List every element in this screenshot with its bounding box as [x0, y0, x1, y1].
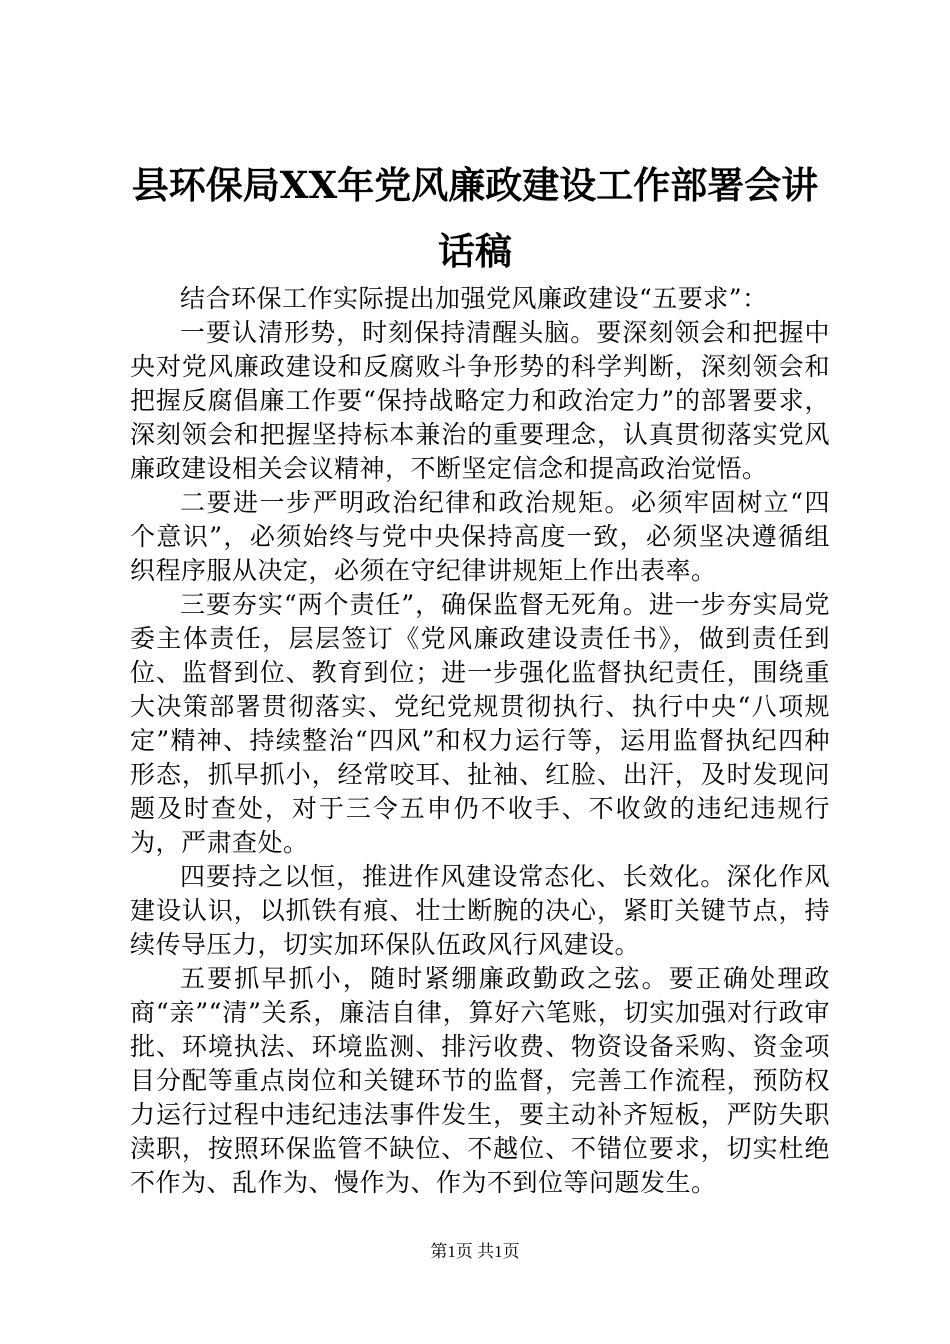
- paragraph-point-5: 五要抓早抓小，随时紧绷廉政勤政之弦。要正确处理政商“亲”“清”关系，廉洁自律，算好六笔账，切实加强对行政审批、环境执法、环境监测、排污收费、物资设备采购、资金项目分配等重点岗位和关键环节的监督，完善工作流程，预防权力运行过程中违纪违法事件发生，要主动补齐短板，严防失职渎职，按照环保监管不缺位、不越位、不错位要求，切实杜绝不作为、乱作为、慢作为、作为不到位等问题发生。: [130, 964, 830, 1197]
- document-title: 县环保局XX年党风廉政建设工作部署会讲话稿: [131, 163, 819, 273]
- document-body: [130, 282, 830, 1200]
- paragraph-point-2: 二要进一步严明政治纪律和政治规矩。必须牢固树立“四个意识”，必须始终与党中央保持高度一致，必须坚决遵循组织程序服从决定，必须在守纪律讲规矩上作出表率。: [130, 488, 830, 585]
- paragraph-point-4: 四要持之以恒，推进作风建设常态化、长效化。深化作风建设认识，以抓铁有痕、壮士断腕的决心，紧盯关键节点，持续传导压力，切实加环保队伍政风行风建设。: [130, 862, 830, 959]
- paragraph-intro: 结合环保工作实际提出加强党风廉政建设“五要求”：: [180, 284, 768, 313]
- paragraph-point-3: 三要夯实“两个责任”，确保监督无死角。进一步夯实局党委主体责任，层层签订《党风廉政建设责任书》，做到责任到位、监督到位、教育到位；进一步强化监督执纪责任，围绕重大决策部署贯彻落实、党纪党规贯彻执行、执行中央“八项规定”精神、持续整治“四风”和权力运行等，运用监督执纪四种形态，抓早抓小，经常咬耳、扯袖、红脸、出汗，及时发现问题及时查处，对于三令五申仍不收手、不收敛的违纪违规行为，严肃查处。: [130, 590, 830, 857]
- page-number-footer: 第1页 共1页: [430, 1242, 520, 1261]
- paragraph-point-1: 一要认清形势，时刻保持清醒头脑。要深刻领会和把握中央对党风廉政建设和反腐败斗争形势的科学判断，深刻领会和把握反腐倡廉工作要“保持战略定力和政治定力”的部署要求，深刻领会和把握坚持标本兼治的重要理念，认真贯彻落实党风廉政建设相关会议精神，不断坚定信念和提高政治觉悟。: [130, 318, 830, 483]
